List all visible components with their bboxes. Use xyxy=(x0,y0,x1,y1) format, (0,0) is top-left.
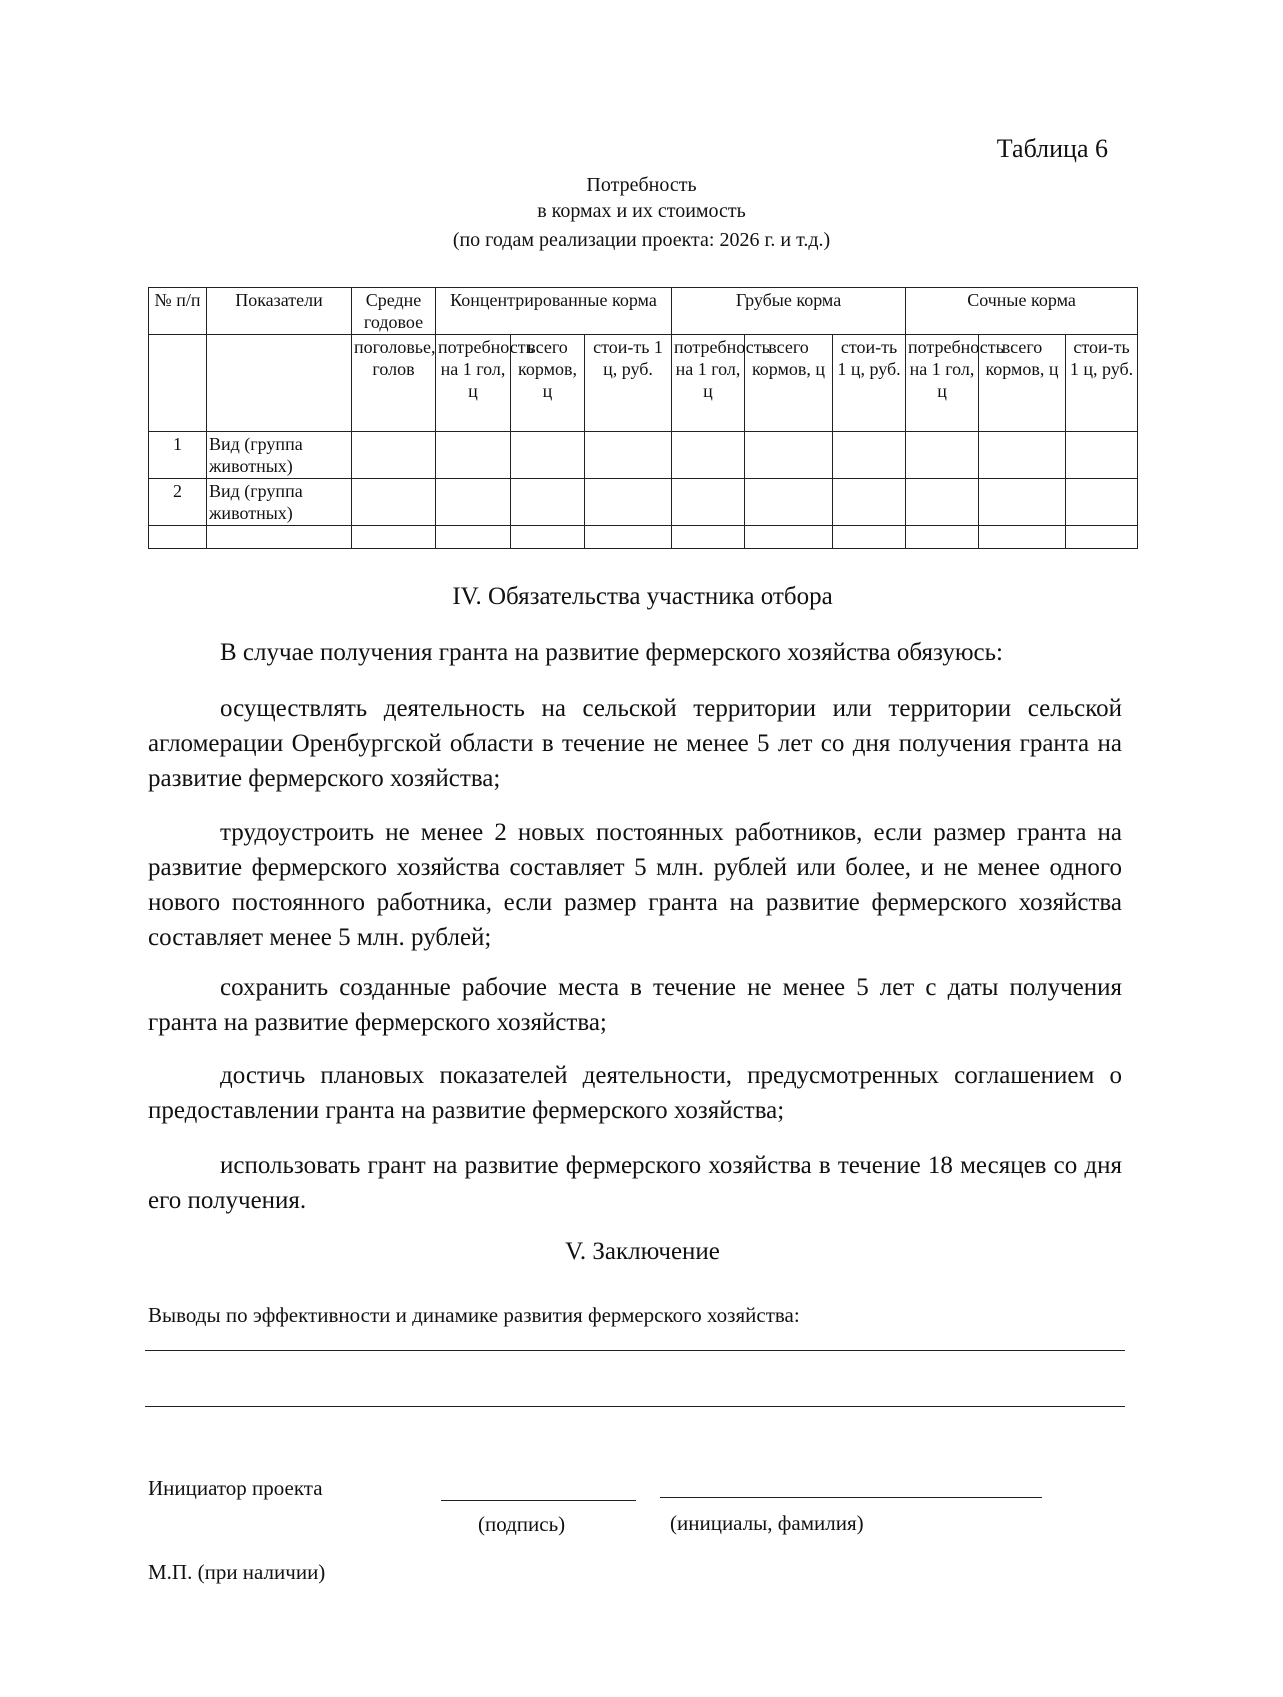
table-row-empty xyxy=(149,526,1138,549)
table-cell xyxy=(207,526,352,549)
header-indicators-cont xyxy=(207,335,352,432)
table-cell xyxy=(352,432,436,479)
feed-requirements-table xyxy=(148,287,1138,549)
table-caption-period: (по годам реализации проекта: 2026 г. и т.д.) xyxy=(452,229,831,251)
table-cell xyxy=(979,526,1066,549)
obligation-item: сохранить созданные рабочие места в течение не менее 5 лет с даты получения гранта на развитие фермерского хозяйства; xyxy=(148,974,1122,1036)
subheader-cost-concentrated: стои-ть 1 ц, руб. xyxy=(585,335,672,432)
subheader-need-succulent: потребность на 1 гол, ц xyxy=(906,335,979,432)
table-cell xyxy=(672,526,745,549)
table-cell xyxy=(511,479,585,526)
subheader-cost-succulent: стои-ть 1 ц, руб. xyxy=(1066,335,1138,432)
section-5-heading: V. Заключение xyxy=(565,1238,720,1265)
table-cell xyxy=(672,432,745,479)
table-cell xyxy=(436,432,511,479)
table-cell xyxy=(745,432,833,479)
initiator-label: Инициатор проекта xyxy=(148,1476,323,1500)
table-number-label: Таблица 6 xyxy=(996,134,1108,163)
table-cell xyxy=(585,526,672,549)
table-cell xyxy=(979,479,1066,526)
table-row xyxy=(149,432,1138,479)
table-cell xyxy=(906,526,979,549)
signature-caption: (подпись) xyxy=(478,1512,566,1536)
header-indicators: Показатели xyxy=(207,288,352,335)
obligation-item: достичь плановых показателей деятельности, предусмотренных соглашением о предоставлении гранта на развитие фермерского хозяйства; xyxy=(148,1062,1122,1124)
table-cell xyxy=(906,432,979,479)
obligation-item: использовать грант на развитие фермерского хозяйства в течение 18 месяцев со дня его получения. xyxy=(148,1152,1122,1214)
header-number-cont xyxy=(149,335,207,432)
conclusions-line xyxy=(145,1350,1125,1351)
table-cell xyxy=(511,526,585,549)
table-caption-title: Потребность xyxy=(586,174,697,196)
section-4-heading: IV. Обязательства участника отбора xyxy=(452,583,833,610)
subheader-need-coarse: потребность на 1 гол, ц xyxy=(672,335,745,432)
header-number: № п/п xyxy=(149,288,207,335)
table-cell xyxy=(585,479,672,526)
table-cell xyxy=(585,432,672,479)
table-cell xyxy=(745,526,833,549)
table-cell xyxy=(979,432,1066,479)
header-succulent-feed: Сочные корма xyxy=(906,288,1138,335)
stamp-note: М.П. (при наличии) xyxy=(148,1560,326,1584)
obligations-intro: В случае получения гранта на развитие фермерского хозяйства обязуюсь: xyxy=(220,639,1003,666)
row-number: 1 xyxy=(149,432,207,479)
table-cell xyxy=(436,479,511,526)
header-average-bottom: поголовье, голов xyxy=(352,335,436,432)
subheader-need-concentrated: потребность на 1 гол, ц xyxy=(436,335,511,432)
table-caption-subtitle: в кормах и их стоимость xyxy=(537,200,746,222)
conclusions-line xyxy=(145,1406,1125,1407)
table-cell xyxy=(352,479,436,526)
table-cell xyxy=(906,479,979,526)
name-line xyxy=(660,1497,1042,1498)
table-cell xyxy=(833,526,906,549)
table-cell xyxy=(833,479,906,526)
table-cell xyxy=(511,432,585,479)
conclusions-label: Выводы по эффективности и динамике развития фермерского хозяйства: xyxy=(148,1303,800,1327)
table-cell xyxy=(1066,432,1138,479)
table-cell xyxy=(1066,479,1138,526)
table-cell xyxy=(436,526,511,549)
obligation-item: осуществлять деятельность на сельской территории или территории сельской агломерации Оренбургской области в течение не менее 5 лет со дня получения гранта на развитие фермерского хозяйства; xyxy=(148,695,1122,792)
row-number: 2 xyxy=(149,479,207,526)
header-average-top: Средне годовое xyxy=(352,288,436,335)
table-cell xyxy=(745,479,833,526)
table-cell xyxy=(149,526,207,549)
name-caption: (инициалы, фамилия) xyxy=(670,1511,864,1535)
table-row xyxy=(149,479,1138,526)
header-coarse-feed: Грубые корма xyxy=(672,288,906,335)
subheader-total-coarse: всего кормов, ц xyxy=(745,335,833,432)
signature-line xyxy=(441,1500,636,1501)
row-label: Вид (группа животных) xyxy=(207,479,352,526)
subheader-total-concentrated: всего кормов, ц xyxy=(511,335,585,432)
table-cell xyxy=(1066,526,1138,549)
table-cell xyxy=(672,479,745,526)
row-label: Вид (группа животных) xyxy=(207,432,352,479)
subheader-total-succulent: всего кормов, ц xyxy=(979,335,1066,432)
subheader-cost-coarse: стои-ть 1 ц, руб. xyxy=(833,335,906,432)
table-cell xyxy=(833,432,906,479)
obligation-item: трудоустроить не менее 2 новых постоянных работников, если размер гранта на развитие фермерского хозяйства составляет 5 млн. рублей или более, и не менее одного нового постоянного работника, если размер гранта на развитие фермерского хозяйства составляет менее 5 млн. рублей; xyxy=(148,819,1122,951)
header-concentrated-feed: Концентрированные корма xyxy=(436,288,672,335)
table-cell xyxy=(352,526,436,549)
